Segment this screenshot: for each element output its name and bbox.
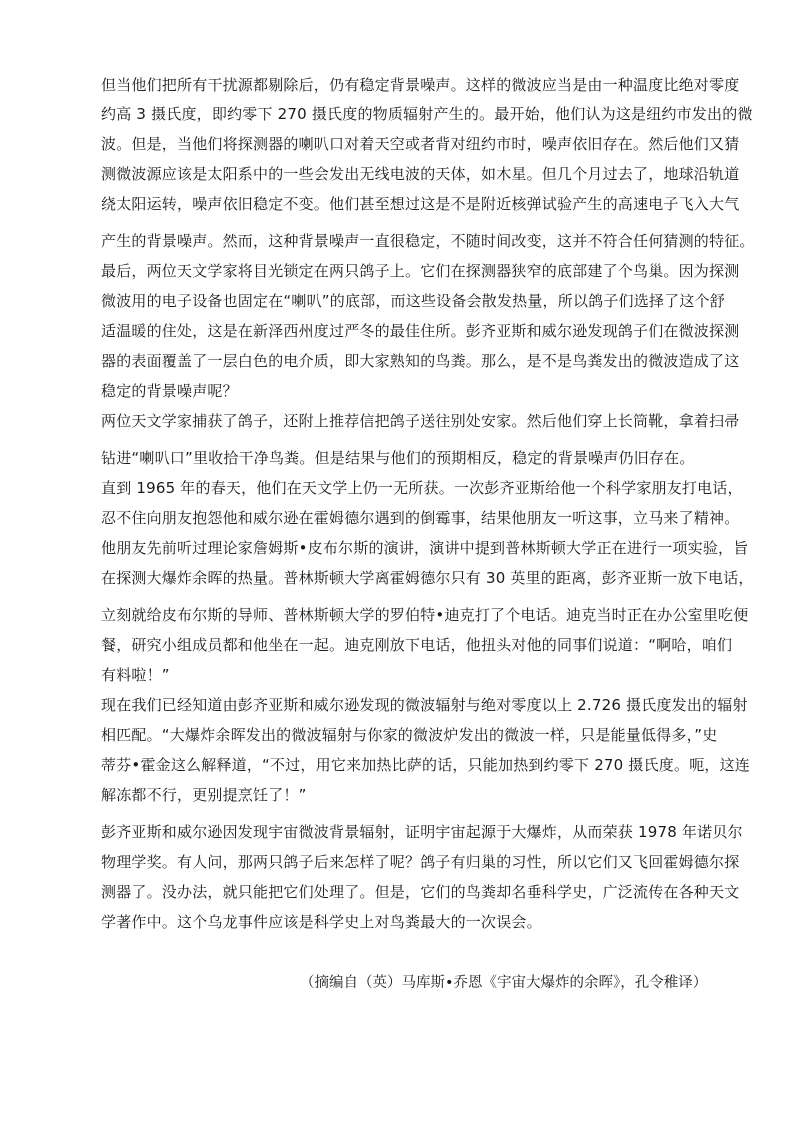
text-line: 最后，两位天文学家将目光锁定在两只鸽子上。它们在探测器狭窄的底部建了个鸟巢。因为探测: [101, 262, 740, 280]
text-line: 产生的背景噪声。然而，这种背景噪声一直很稳定，不随时间改变，这并不符合任何猜测的特征。: [101, 232, 755, 250]
text-line: 稳定的背景噪声呢？: [101, 382, 238, 400]
text-line: 钻进“喇叭口”里收拾干净鸟粪。但是结果与他们的预期相反，稳定的背景噪声仍旧存在。: [101, 449, 695, 467]
text-line: 但当他们把所有干扰源都剔除后，仍有稳定背景噪声。这样的微波应当是由一种温度比绝对零度: [101, 76, 740, 94]
text-line: 学著作中。这个乌龙事件应该是科学史上对鸟粪最大的一次误会。: [101, 913, 542, 931]
text-line: 微波用的电子设备也固定在“喇叭”的底部，而这些设备会散发热量，所以鸽子们选择了这个舒: [101, 292, 725, 310]
text-line: 测微波源应该是太阳系中的一些会发出无线电波的天体，如木星。但几个月过去了，地球沿轨道: [101, 165, 740, 183]
text-line: 物理学奖。有人问，那两只鸽子后来怎样了呢？鸽子有归巢的习性，所以它们又飞回霍姆德尔探: [101, 853, 740, 871]
text-line: 餐，研究小组成员都和他坐在一起。迪克刚放下电话，他扭头对他的同事们说道：“啊哈，咱们: [101, 636, 733, 654]
text-line: 器的表面覆盖了一层白色的电介质，即大家熟知的鸟粪。那么，是不是鸟粪发出的微波造成了这: [101, 352, 740, 370]
text-line: 解冻都不行，更别提烹饪了！”: [101, 786, 307, 804]
text-line: 彭齐亚斯和威尔逊因发现宇宙微波背景辐射，证明宇宙起源于大爆炸，从而荣获 1978 年诺贝尔: [101, 823, 743, 841]
text-line: 两位天文学家捕获了鸽子，还附上推荐信把鸽子送往别处安家。然后他们穿上长筒靴，拿着扫帚: [101, 412, 740, 430]
text-line: 绕太阳运转，噪声依旧稳定不变。他们甚至想过这是不是附近核弹试验产生的高速电子飞入大气: [101, 195, 740, 213]
text-line: 适温暖的住处，这是在新泽西州度过严冬的最佳住所。彭齐亚斯和威尔逊发现鸽子们在微波探测: [101, 322, 740, 340]
text-line: 有料啦！”: [101, 666, 170, 684]
text-line: 立刻就给皮布尔斯的导师、普林斯顿大学的罗伯特•迪克打了个电话。迪克当时正在办公室里吃便: [101, 606, 749, 624]
text-line: 蒂芬•霍金这么解释道，“不过，用它来加热比萨的话，只能加热到约零下 270 摄氏度。呃，这连: [101, 756, 750, 774]
text-line: 波。但是，当他们将探测器的喇叭口对着天空或者背对纽约市时，噪声依旧存在。然后他们又猜: [101, 135, 740, 153]
text-line: 相匹配。“大爆炸余晖发出的微波辐射与你家的微波炉发出的微波一样，只是能量低得多，”史: [101, 726, 718, 744]
text-line: 直到 1965 年的春天，他们在天文学上仍一无所获。一次彭齐亚斯给他一个科学家朋友打电话，: [101, 479, 743, 497]
source-credit: （摘编自（英）马库斯•乔恩《宇宙大爆炸的余晖》，孔令稚译）: [300, 975, 708, 991]
text-line: 约高 3 摄氏度，即约零下 270 摄氏度的物质辐射产生的。最开始，他们认为这是纽约市发出的微: [101, 105, 753, 123]
text-line: 他朋友先前听过理论家詹姆斯•皮布尔斯的演讲，演讲中提到普林斯顿大学正在进行一项实验，旨: [101, 539, 749, 557]
text-line: 忍不住向朋友抱怨他和威尔逊在霍姆德尔遇到的倒霉事，结果他朋友一听这事，立马来了精神。: [101, 509, 740, 527]
text-line: 测器了。没办法，就只能把它们处理了。但是，它们的鸟粪却名垂科学史，广泛流传在各种天文: [101, 883, 740, 901]
text-line: 现在我们已经知道由彭齐亚斯和威尔逊发现的微波辐射与绝对零度以上 2.726 摄氏度发出的辐射: [101, 696, 748, 714]
text-line: 在探测大爆炸余晖的热量。普林斯顿大学离霍姆德尔只有 30 英里的距离，彭齐亚斯一放下电话，: [101, 569, 754, 587]
